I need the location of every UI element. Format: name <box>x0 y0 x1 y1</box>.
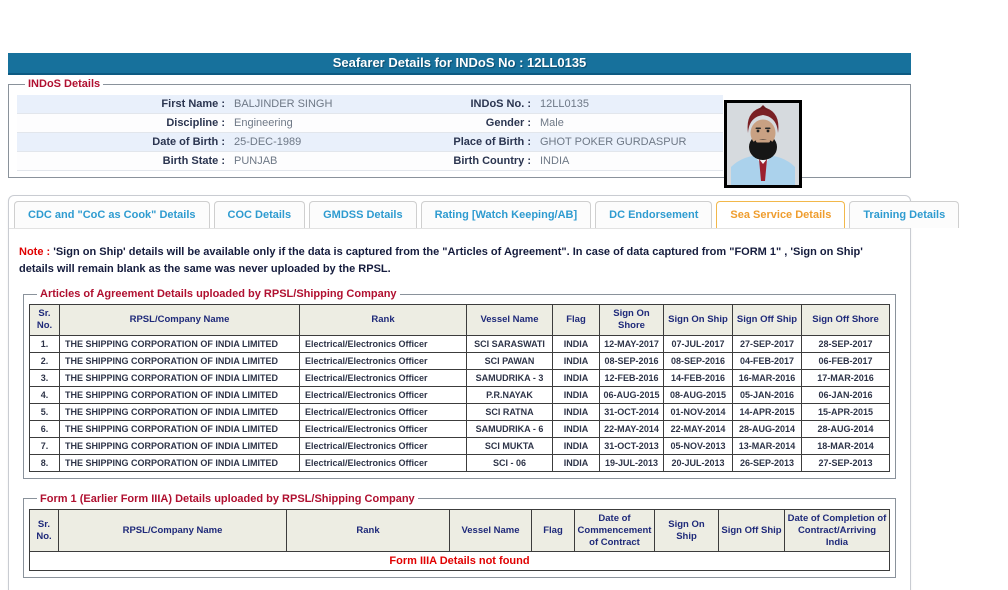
table-cell: Electrical/Electronics Officer <box>300 454 467 471</box>
table-row <box>30 403 890 420</box>
page-title-bar <box>8 53 911 75</box>
table-cell: 19-JUL-2013 <box>600 454 664 471</box>
table-cell: 31-OCT-2013 <box>600 437 664 454</box>
table-cell: 4. <box>30 386 60 403</box>
table-row <box>30 386 890 403</box>
field-label: First Name : <box>161 98 225 110</box>
field-label: Birth Country : <box>453 155 531 167</box>
table-cell: 6. <box>30 420 60 437</box>
table-cell: 14-FEB-2016 <box>664 369 733 386</box>
table-cell: THE SHIPPING CORPORATION OF INDIA LIMITED <box>60 386 300 403</box>
form1-empty-cell: Form IIIA Details not found <box>30 552 890 571</box>
table-cell: 12-MAY-2017 <box>600 335 664 352</box>
note-prefix: Note : <box>19 246 51 258</box>
indos-row <box>17 114 723 133</box>
seafarer-photo-graphic <box>727 103 799 185</box>
table-cell: 5. <box>30 403 60 420</box>
column-header: RPSL/Company Name <box>59 509 287 552</box>
column-header: Sign On Ship <box>655 509 719 552</box>
table-cell: INDIA <box>553 369 600 386</box>
column-header: Sign On Ship <box>664 305 733 336</box>
table-row <box>30 454 890 471</box>
table-cell: 1. <box>30 335 60 352</box>
table-cell: 05-JAN-2016 <box>733 386 802 403</box>
tab-gmdss-details[interactable]: GMDSS Details <box>309 201 416 228</box>
tab-cdc-and-coc-as-cook-details[interactable]: CDC and "CoC as Cook" Details <box>14 201 210 228</box>
form1-header-row <box>30 509 890 552</box>
table-cell: 06-AUG-2015 <box>600 386 664 403</box>
column-header: Date of Commencement of Contract <box>575 509 655 552</box>
column-header: Sr. No. <box>30 305 60 336</box>
column-header: Flag <box>532 509 575 552</box>
field-value: GHOT POKER GURDASPUR <box>540 136 687 148</box>
tab-training-details[interactable]: Training Details <box>849 201 959 228</box>
field-label: Gender : <box>485 117 531 129</box>
table-cell: 08-SEP-2016 <box>600 352 664 369</box>
indos-fields <box>17 95 723 171</box>
main-container <box>8 53 946 590</box>
field-value: 12LL0135 <box>540 98 589 110</box>
field-value: Engineering <box>234 117 293 129</box>
articles-body <box>30 335 890 471</box>
indos-row <box>17 133 723 152</box>
table-cell: 16-MAR-2016 <box>733 369 802 386</box>
tab-sea-service-details[interactable]: Sea Service Details <box>716 201 845 228</box>
table-cell: 26-SEP-2013 <box>733 454 802 471</box>
column-header: Sr. No. <box>30 509 59 552</box>
note-text <box>19 244 900 278</box>
field-label: INDoS No. : <box>470 98 531 110</box>
indos-details-section <box>8 78 911 178</box>
table-cell: Electrical/Electronics Officer <box>300 369 467 386</box>
column-header: Rank <box>287 509 450 552</box>
table-cell: SCI RATNA <box>467 403 553 420</box>
table-row <box>30 352 890 369</box>
table-cell: Electrical/Electronics Officer <box>300 420 467 437</box>
table-row <box>30 552 890 571</box>
table-cell: SCI PAWAN <box>467 352 553 369</box>
table-cell: 27-SEP-2017 <box>733 335 802 352</box>
table-cell: 8. <box>30 454 60 471</box>
table-cell: THE SHIPPING CORPORATION OF INDIA LIMITED <box>60 454 300 471</box>
table-cell: 05-NOV-2013 <box>664 437 733 454</box>
table-cell: 17-MAR-2016 <box>802 369 890 386</box>
articles-legend: Articles of Agreement Details uploaded by RPSL/Shipping Company <box>40 288 397 301</box>
table-cell: INDIA <box>553 420 600 437</box>
table-cell: 08-SEP-2016 <box>664 352 733 369</box>
tab-dc-endorsement[interactable]: DC Endorsement <box>595 201 712 228</box>
field-label: Discipline : <box>166 117 225 129</box>
table-cell: 01-NOV-2014 <box>664 403 733 420</box>
table-cell: 07-JUL-2017 <box>664 335 733 352</box>
table-row <box>30 420 890 437</box>
table-cell: 08-AUG-2015 <box>664 386 733 403</box>
table-cell: Electrical/Electronics Officer <box>300 352 467 369</box>
table-cell: Electrical/Electronics Officer <box>300 386 467 403</box>
table-cell: 2. <box>30 352 60 369</box>
column-header: Sign Off Ship <box>719 509 785 552</box>
table-cell: 28-AUG-2014 <box>733 420 802 437</box>
field-value: INDIA <box>540 155 570 167</box>
column-header: Sign On Shore <box>600 305 664 336</box>
table-cell: SCI SARASWATI <box>467 335 553 352</box>
note-body: 'Sign on Ship' details will be available only if the data is captured from the "Articles of Agreement". In case of data captured from "FORM 1" , 'Sign on Ship' details will remain blank as the same was never uploaded by the RPSL. <box>19 246 863 276</box>
table-cell: THE SHIPPING CORPORATION OF INDIA LIMITED <box>60 352 300 369</box>
tab-panel <box>8 195 946 590</box>
table-row <box>30 335 890 352</box>
column-header: RPSL/Company Name <box>60 305 300 336</box>
table-cell: 04-FEB-2017 <box>733 352 802 369</box>
table-cell: 31-OCT-2014 <box>600 403 664 420</box>
table-cell: INDIA <box>553 352 600 369</box>
form1-table <box>29 509 890 572</box>
table-cell: 14-APR-2015 <box>733 403 802 420</box>
table-row <box>30 437 890 454</box>
table-cell: 3. <box>30 369 60 386</box>
table-cell: SCI MUKTA <box>467 437 553 454</box>
table-cell: INDIA <box>553 454 600 471</box>
field-label: Place of Birth : <box>453 136 531 148</box>
column-header: Rank <box>300 305 467 336</box>
table-cell: THE SHIPPING CORPORATION OF INDIA LIMITED <box>60 403 300 420</box>
table-cell: 22-MAY-2014 <box>600 420 664 437</box>
table-cell: SAMUDRIKA - 3 <box>467 369 553 386</box>
column-header: Date of Completion of Contract/Arriving India <box>785 509 890 552</box>
articles-table <box>29 304 890 472</box>
indos-details-legend: INDoS Details <box>28 78 101 90</box>
tab-coc-details[interactable]: COC Details <box>214 201 306 228</box>
field-label: Date of Birth : <box>152 136 225 148</box>
form1-body <box>30 552 890 571</box>
table-cell: 06-FEB-2017 <box>802 352 890 369</box>
column-header: Sign Off Shore <box>802 305 890 336</box>
table-cell: 12-FEB-2016 <box>600 369 664 386</box>
table-cell: 15-APR-2015 <box>802 403 890 420</box>
table-cell: 27-SEP-2013 <box>802 454 890 471</box>
table-cell: SCI - 06 <box>467 454 553 471</box>
tab-rating-watch-keeping-ab[interactable]: Rating [Watch Keeping/AB] <box>421 201 592 228</box>
table-cell: INDIA <box>553 335 600 352</box>
page-title: Seafarer Details for INDoS No : 12LL0135 <box>332 55 587 70</box>
table-cell: INDIA <box>553 386 600 403</box>
articles-header-row <box>30 305 890 336</box>
table-cell: THE SHIPPING CORPORATION OF INDIA LIMITED <box>60 369 300 386</box>
table-cell: SAMUDRIKA - 6 <box>467 420 553 437</box>
table-cell: INDIA <box>553 403 600 420</box>
table-cell: P.R.NAYAK <box>467 386 553 403</box>
column-header: Sign Off Ship <box>733 305 802 336</box>
table-cell: INDIA <box>553 437 600 454</box>
indos-row <box>17 95 723 114</box>
tab-bar <box>9 196 946 229</box>
form1-section <box>23 493 896 579</box>
field-value: 25-DEC-1989 <box>234 136 302 148</box>
column-header: Flag <box>553 305 600 336</box>
column-header: Vessel Name <box>467 305 553 336</box>
table-cell: 28-SEP-2017 <box>802 335 890 352</box>
table-cell: 13-MAR-2014 <box>733 437 802 454</box>
field-value: PUNJAB <box>234 155 278 167</box>
table-cell: 7. <box>30 437 60 454</box>
table-cell: 28-AUG-2014 <box>802 420 890 437</box>
table-cell: THE SHIPPING CORPORATION OF INDIA LIMITED <box>60 335 300 352</box>
field-value: BALJINDER SINGH <box>234 98 333 110</box>
table-cell: Electrical/Electronics Officer <box>300 403 467 420</box>
seafarer-photo <box>724 100 802 188</box>
form1-legend: Form 1 (Earlier Form IIIA) Details uploaded by RPSL/Shipping Company <box>40 492 415 505</box>
table-cell: Electrical/Electronics Officer <box>300 335 467 352</box>
column-header: Vessel Name <box>450 509 532 552</box>
table-row <box>30 369 890 386</box>
articles-section <box>23 288 896 479</box>
table-cell: 18-MAR-2014 <box>802 437 890 454</box>
field-label: Birth State : <box>162 155 225 167</box>
table-cell: 20-JUL-2013 <box>664 454 733 471</box>
table-cell: THE SHIPPING CORPORATION OF INDIA LIMITED <box>60 437 300 454</box>
table-cell: 06-JAN-2016 <box>802 386 890 403</box>
field-value: Male <box>540 117 564 129</box>
table-cell: Electrical/Electronics Officer <box>300 437 467 454</box>
indos-row <box>17 152 723 171</box>
table-cell: 22-MAY-2014 <box>664 420 733 437</box>
table-cell: THE SHIPPING CORPORATION OF INDIA LIMITED <box>60 420 300 437</box>
